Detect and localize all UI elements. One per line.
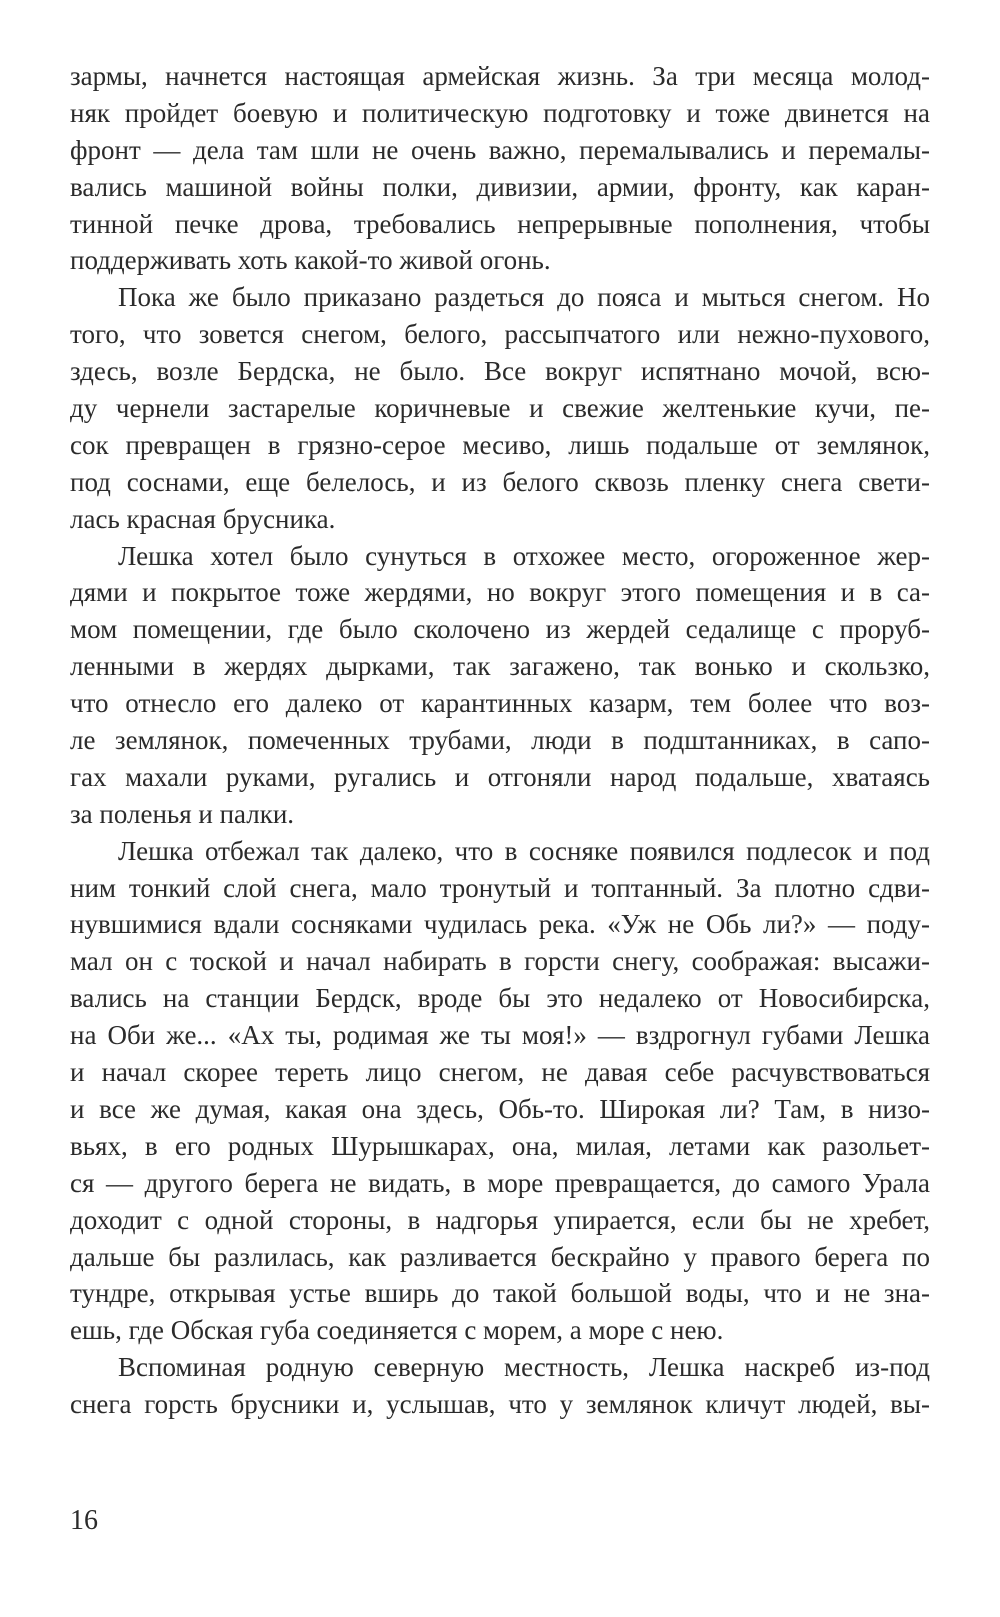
- text-line: здесь, возле Бердска, не было. Все вокруг испятнано мочой, всю-: [70, 356, 930, 387]
- text-line: поддерживать хоть какой-то живой огонь.: [70, 245, 551, 276]
- text-line: того, что зовется снегом, белого, рассыпчатого или нежно-пухового,: [70, 319, 930, 350]
- text-line: доходит с одной стороны, в надгорья упирается, если бы не хребет,: [70, 1204, 930, 1235]
- text-line: дями и покрытое тоже жердями, но вокруг этого помещения и в са-: [70, 577, 930, 608]
- text-line: нувшимися вдали сосняками чудилась река. «Уж не Обь ли?» — поду-: [70, 909, 930, 940]
- text-line: лась красная брусника.: [70, 503, 336, 534]
- text-line: ешь, где Обская губа соединяется с морем, а море с нею.: [70, 1315, 724, 1346]
- text-line: на Оби же... «Ах ты, родимая же ты моя!» — вздрогнул губами Лешка: [70, 1020, 930, 1051]
- text-line: вьях, в его родных Шурышкарах, она, милая, летами как разольет-: [70, 1130, 930, 1161]
- text-line: дальше бы разлилась, как разливается бескрайно у правого берега по: [70, 1241, 930, 1272]
- text-line: зармы, начнется настоящая армейская жизнь. За три месяца молод-: [70, 61, 930, 91]
- text-line: вались машиной войны полки, дивизии, армии, фронту, как каран-: [70, 171, 930, 202]
- text-line: ле землянок, помеченных трубами, люди в подштанниках, в сапо-: [70, 725, 930, 756]
- text-line: Лешка хотел было сунуться в отхожее место, огороженное жер-: [118, 540, 930, 571]
- text-line: мом помещении, где было сколочено из жердей седалище с проруб-: [70, 614, 930, 645]
- text-line: за поленья и палки.: [70, 798, 295, 829]
- text-line: Пока же было приказано раздеться до пояса и мыться снегом. Но: [118, 282, 930, 313]
- text-line: и начал скорее тереть лицо снегом, не давая себе расчувствоваться: [70, 1057, 930, 1088]
- text-line: сок превращен в грязно-серое месиво, лишь подальше от землянок,: [70, 429, 930, 460]
- text-line: Лешка отбежал так далеко, что в сосняке появился подлесок и под: [118, 835, 930, 866]
- text-line: фронт — дела там шли не очень важно, перемалывались и перемалы-: [70, 134, 930, 165]
- text-line: мал он с тоской и начал набирать в горсти снегу, соображая: высажи-: [70, 946, 930, 977]
- text-line: ленными в жердях дырками, так загажено, так вонько и скользко,: [70, 651, 930, 682]
- text-line: тинной печке дрова, требовались непрерывные пополнения, чтобы: [70, 208, 930, 239]
- text-line: няк пройдет боевую и политическую подготовку и тоже двинется на: [70, 97, 930, 128]
- text-line: ду чернели застарелые коричневые и свежие желтенькие кучи, пе-: [70, 393, 930, 424]
- book-page-text: [70, 58, 930, 1423]
- text-line: и все же думая, какая она здесь, Обь-то. Широкая ли? Там, в низо-: [70, 1093, 930, 1124]
- page-number: 16: [70, 1505, 98, 1536]
- text-line: ним тонкий слой снега, мало тронутый и топтанный. За плотно сдви-: [70, 872, 930, 903]
- text-line: Вспоминая родную северную местность, Лешка наскреб из-под: [118, 1352, 930, 1383]
- text-line: тундре, открывая устье вширь до такой большой воды, что и не зна-: [70, 1278, 930, 1309]
- text-line: снега горсть брусники и, услышав, что у землянок кличут людей, вы-: [70, 1389, 930, 1420]
- text-line: гах махали руками, ругались и отгоняли народ подальше, хватаясь: [70, 761, 930, 792]
- text-line: ся — другого берега не видать, в море превращается, до самого Урала: [70, 1167, 930, 1198]
- text-line: под соснами, еще белелось, и из белого сквозь пленку снега свети-: [70, 466, 930, 497]
- text-line: вались на станции Бердск, вроде бы это недалеко от Новосибирска,: [70, 983, 930, 1014]
- text-line: что отнесло его далеко от карантинных казарм, тем более что воз-: [70, 688, 930, 719]
